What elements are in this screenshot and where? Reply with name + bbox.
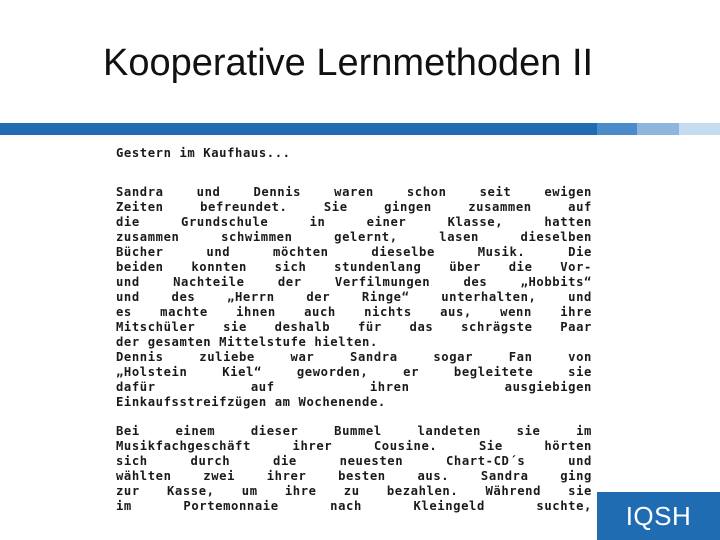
story-line: Mitschüler sie deshalb für das schrägste Paar xyxy=(116,320,592,334)
title-bar-light-segment-3 xyxy=(679,123,720,135)
story-line: Bücher und möchten dieselbe Musik. Die xyxy=(116,245,592,259)
handwritten-story xyxy=(116,145,592,514)
story-paragraph-1 xyxy=(116,185,592,410)
story-line: die Grundschule in einer Klasse, hatten xyxy=(116,215,592,229)
story-line: zur Kasse, um ihre zu bezahlen. Während sie xyxy=(116,484,592,498)
title-bar-light-segment-1 xyxy=(597,123,637,135)
title-bar-light-segment-2 xyxy=(637,123,679,135)
iqsh-logo: IQSH xyxy=(597,492,720,540)
story-line: „Holstein Kiel“ geworden, er begleitete sie xyxy=(116,365,592,379)
story-line: Sandra und Dennis waren schon seit ewigen xyxy=(116,185,592,199)
story-heading: Gestern im Kaufhaus... xyxy=(116,146,291,160)
title-underline-bar xyxy=(0,123,720,135)
story-paragraph-2 xyxy=(116,424,592,514)
story-line: Einkaufsstreifzügen am Wochenende. xyxy=(116,395,386,409)
slide-title: Kooperative Lernmethoden II xyxy=(103,42,594,84)
story-line: Musikfachgeschäft ihrer Cousine. Sie hörten xyxy=(116,439,592,453)
story-line: es machte ihnen auch nichts aus, wenn ihre xyxy=(116,305,592,319)
story-line: sich durch die neuesten Chart-CD´s und xyxy=(116,454,592,468)
story-line: wählten zwei ihrer besten aus. Sandra ging xyxy=(116,469,592,483)
story-line: der gesamten Mittelstufe hielten. xyxy=(116,335,378,349)
story-line: dafür auf ihren ausgiebigen xyxy=(116,380,592,394)
story-line: beiden konnten sich stundenlang über die Vor- xyxy=(116,260,592,274)
story-line: und des „Herrn der Ringe“ unterhalten, und xyxy=(116,290,592,304)
story-line: Zeiten befreundet. Sie gingen zusammen auf xyxy=(116,200,592,214)
story-line: im Portemonnaie nach Kleingeld suchte, xyxy=(116,499,592,513)
story-line: zusammen schwimmen gelernt, lasen dieselben xyxy=(116,230,592,244)
story-line: Bei einem dieser Bummel landeten sie im xyxy=(116,424,592,438)
story-line: Dennis zuliebe war Sandra sogar Fan von xyxy=(116,350,592,364)
title-bar-main-segment xyxy=(0,123,597,135)
story-line: und Nachteile der Verfilmungen des „Hobbits“ xyxy=(116,275,592,289)
